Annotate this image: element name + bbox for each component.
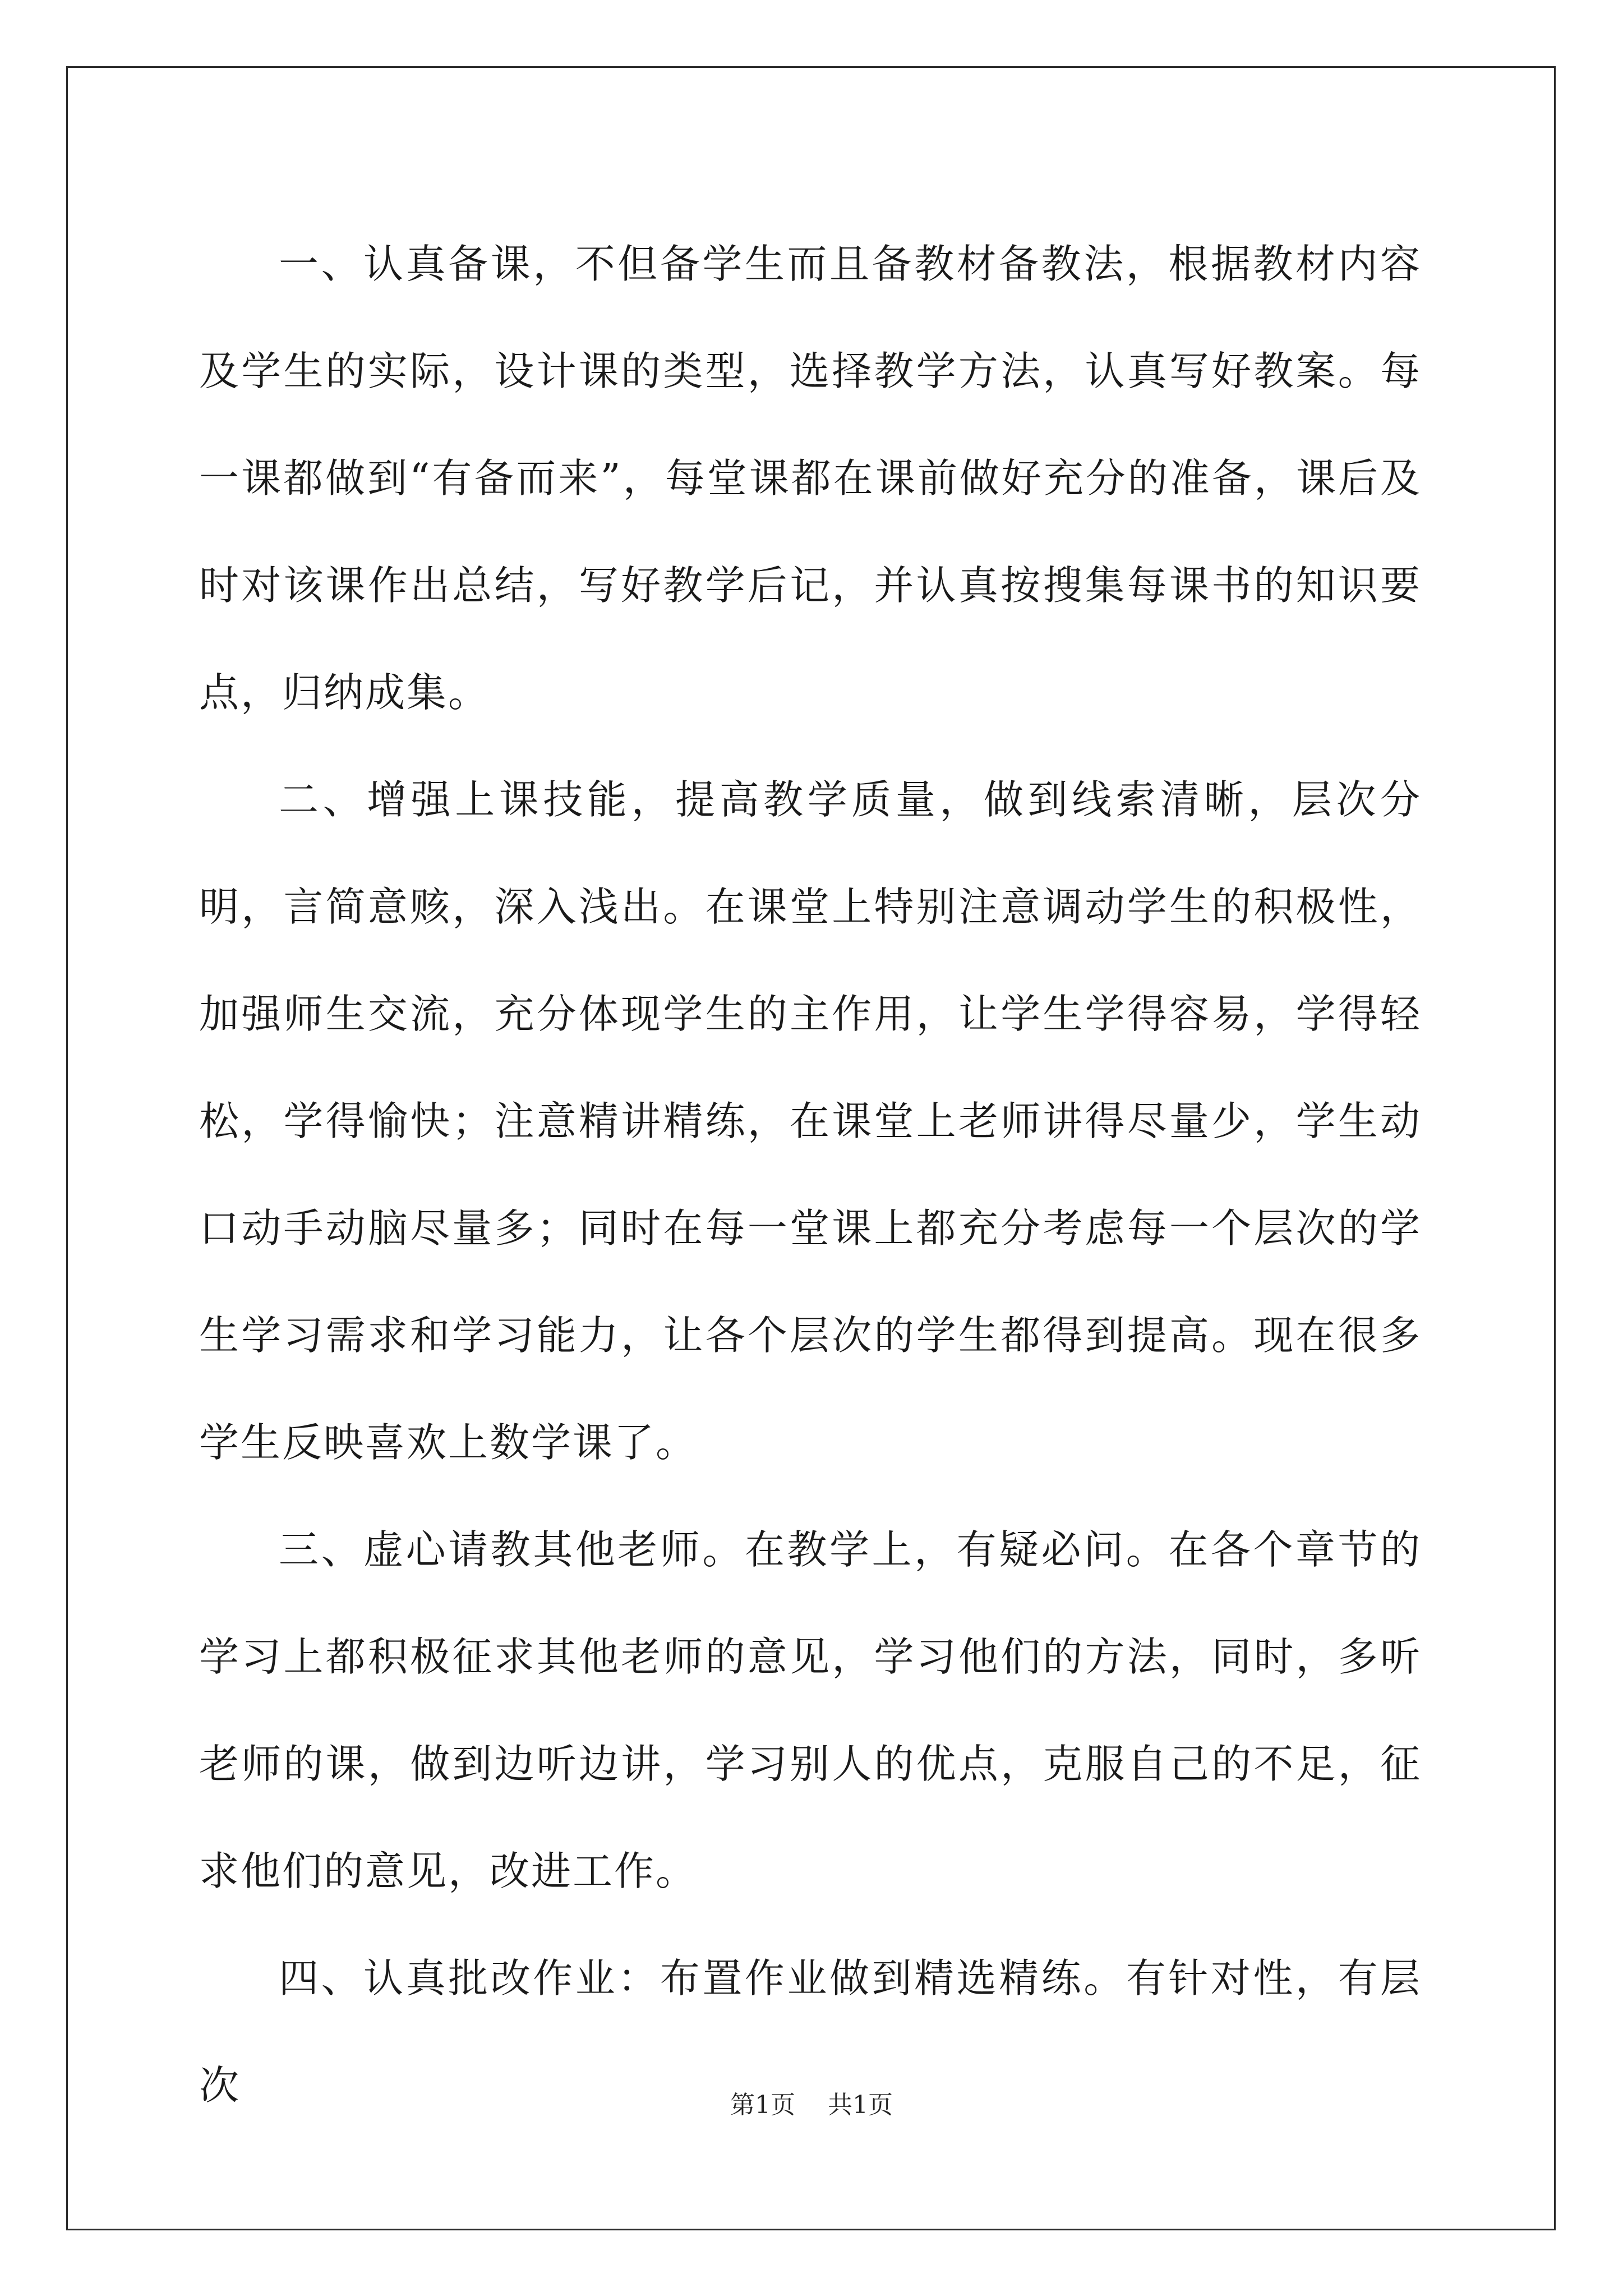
page-number: 第1页 xyxy=(730,2091,795,2119)
page-footer xyxy=(0,2088,1623,2122)
page-total: 共1页 xyxy=(828,2091,893,2119)
document-body xyxy=(199,210,1422,2139)
paragraph-3: 三、虚心请教其他老师。在教学上，有疑必问。在各个章节的学习上都积极征求其他老师的意见，学习他们的方法，同时，多听老师的课，做到边听边讲，学习别人的优点，克服自己的不足，征求他们的意见，改进工作。 xyxy=(199,1526,1422,1894)
paragraph-4: 四、认真批改作业：布置作业做到精选精练。有针对性，有层次 xyxy=(199,1955,1422,2109)
paragraph-2: 二、增强上课技能，提高教学质量，做到线索清晰，层次分明，言简意赅，深入浅出。在课堂上特别注意调动学生的积极性，加强师生交流，充分体现学生的主作用，让学生学得容易，学得轻松，学得愉快；注意精讲精练，在课堂上老师讲得尽量少，学生动口动手动脑尽量多；同时在每一堂课上都充分考虑每一个层次的学生学习需求和学习能力，让各个层次的学生都得到提高。现在很多学生反映喜欢上数学课了。 xyxy=(199,776,1422,1466)
paragraph-1: 一、认真备课，不但备学生而且备教材备教法，根据教材内容及学生的实际，设计课的类型，选择教学方法，认真写好教案。每一课都做到“有备而来”，每堂课都在课前做好充分的准备，课后及时对该课作出总结，写好教学后记，并认真按搜集每课书的知识要点，归纳成集。 xyxy=(199,241,1422,716)
